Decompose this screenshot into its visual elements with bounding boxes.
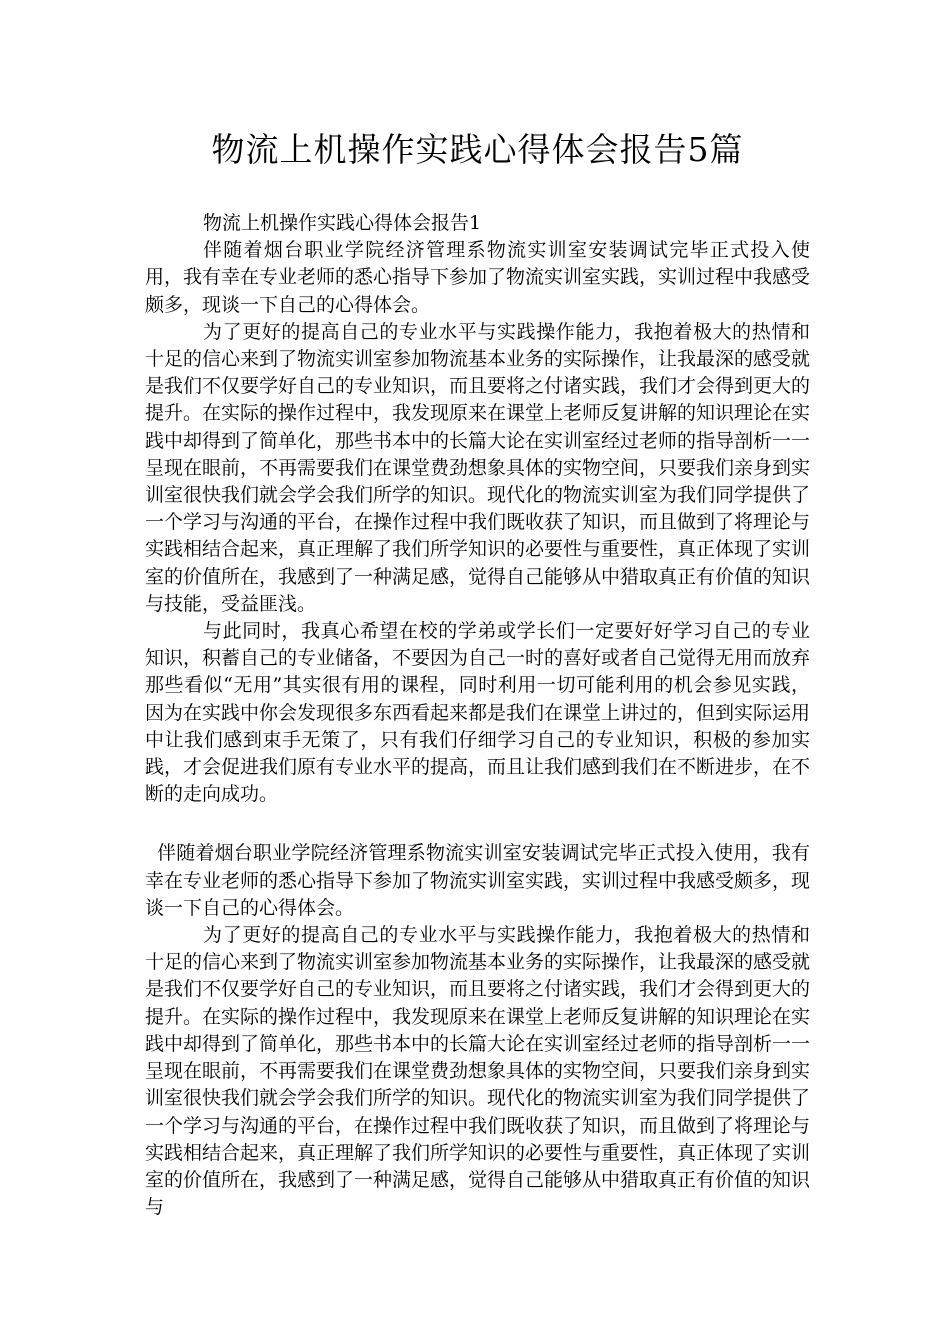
paragraph-3: 与此同时，我真心希望在校的学弟或学长们一定要好好学习自己的专业知识，积蓄自己的专业储备，不要因为自己一时的喜好或者自己觉得无用而放弃那些看似“无用”其实很有用的课程，同时利用一切可能利用的机会参见实践，因为在实践中你会发现很多东西看起来都是我们在课堂上讲过的，但到实际运用中让我们感到束手无策了，只有我们仔细学习自己的专业知识，积极的参加实践，才会促进我们原有专业水平的提高，而且让我们感到我们在不断进步，在不断的走向成功。 xyxy=(145,620,811,806)
paragraph-1: 伴随着烟台职业学院经济管理系物流实训室安装调试完毕正式投入使用，我有幸在专业老师的悉心指导下参加了物流实训室实践，实训过程中我感受颇多，现谈一下自己的心得体会。 xyxy=(145,239,811,316)
document-title: 物流上机操作实践心得体会报告5篇 xyxy=(211,130,744,169)
document-page xyxy=(145,128,810,1221)
paragraph-4: 伴随着烟台职业学院经济管理系物流实训室安装调试完毕正式投入使用，我有幸在专业老师的悉心指导下参加了物流实训室实践，实训过程中我感受颇多，现谈一下自己的心得体会。 xyxy=(145,842,811,919)
paragraph-spacer xyxy=(145,808,810,840)
section-heading: 物流上机操作实践心得体会报告1 xyxy=(203,212,482,234)
paragraph-2: 为了更好的提高自己的专业水平与实践操作能力，我抱着极大的热情和十足的信心来到了物流实训室参加物流基本业务的实际操作，让我最深的感受就是我们不仅要学好自己的专业知识，而且要将之付诸实践，我们才会得到更大的提升。在实际的操作过程中，我发现原来在课堂上老师反复讲解的知识理论在实践中却得到了简单化，那些书本中的长篇大论在实训室经过老师的指导剖析一一呈现在眼前，不再需要我们在课堂费劲想象具体的实物空间，只要我们亲身到实训室很快我们就会学会我们所学的知识。现代化的物流实训室为我们同学提供了一个学习与沟通的平台，在操作过程中我们既收获了知识，而且做到了将理论与实践相结合起来，真正理解了我们所学知识的必要性与重要性，真正体现了实训室的价值所在，我感到了一种满足感，觉得自己能够从中猎取真正有价值的知识与技能，受益匪浅。 xyxy=(145,320,811,615)
paragraph-5: 为了更好的提高自己的专业水平与实践操作能力，我抱着极大的热情和十足的信心来到了物流实训室参加物流基本业务的实际操作，让我最深的感受就是我们不仅要学好自己的专业知识，而且要将之付诸实践，我们才会得到更大的提升。在实际的操作过程中，我发现原来在课堂上老师反复讲解的知识理论在实践中却得到了简单化，那些书本中的长篇大论在实训室经过老师的指导剖析一一呈现在眼前，不再需要我们在课堂费劲想象具体的实物空间，只要我们亲身到实训室很快我们就会学会我们所学的知识。现代化的物流实训室为我们同学提供了一个学习与沟通的平台，在操作过程中我们既收获了知识，而且做到了将理论与实践相结合起来，真正理解了我们所学知识的必要性与重要性，真正体现了实训室的价值所在，我感到了一种满足感，觉得自己能够从中猎取真正有价值的知识与 xyxy=(145,924,811,1219)
